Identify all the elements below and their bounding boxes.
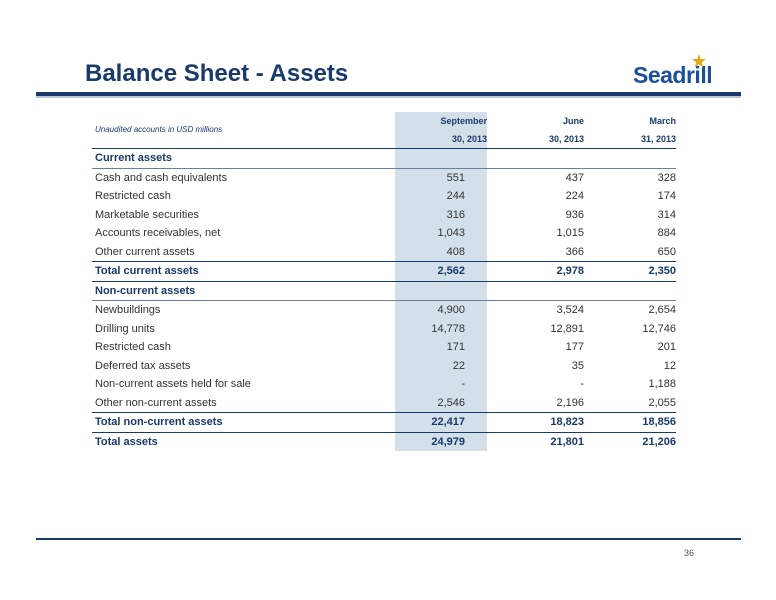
header-rule-light — [36, 96, 741, 98]
cell-march: 314 — [657, 208, 676, 221]
cell-march: 1,188 — [648, 378, 676, 391]
row-label: Newbuildings — [92, 301, 395, 320]
page-title: Balance Sheet - Assets — [85, 60, 349, 87]
cell-march — [584, 149, 676, 169]
row-label: Total current assets — [92, 262, 395, 282]
cell-march: 21,206 — [584, 432, 676, 451]
table-header-row — [92, 112, 676, 149]
table-row — [92, 206, 676, 225]
balance-sheet-table — [92, 112, 676, 451]
section-row-non-current-assets — [92, 281, 676, 301]
cell-june: 21,801 — [487, 432, 584, 451]
cell-september — [395, 149, 487, 169]
cell-june: 35 — [571, 359, 584, 372]
cell-september: 244 — [395, 187, 487, 206]
cell-june: 437 — [487, 168, 584, 187]
cell-september: 2,546 — [395, 394, 487, 413]
table-caption: Unaudited accounts in USD millions — [95, 125, 223, 134]
cell-september: 316 — [395, 206, 487, 225]
footer-rule — [36, 538, 741, 540]
logo-text: Seadrill — [633, 62, 713, 88]
cell-september: 4,900 — [395, 301, 487, 320]
table-row — [92, 168, 676, 187]
cell-september: 2,562 — [395, 262, 487, 282]
cell-june: 12,891 — [550, 322, 584, 335]
cell-march: 2,055 — [648, 396, 676, 409]
cell-september: 408 — [395, 243, 487, 262]
cell-june: 18,823 — [487, 413, 584, 433]
cell-march: 884 — [657, 227, 676, 240]
table-row — [92, 243, 676, 262]
cell-september: 171 — [395, 338, 487, 357]
row-label: Total assets — [92, 432, 395, 451]
cell-june: 3,524 — [487, 301, 584, 320]
seadrill-logo — [633, 58, 719, 92]
column-header-march: March 31, 2013 — [640, 116, 676, 144]
cell-march: 12,746 — [642, 322, 676, 335]
cell-september: 22 — [395, 357, 487, 376]
cell-march — [584, 281, 676, 301]
cell-march: 2,350 — [584, 262, 676, 282]
cell-june: - — [580, 378, 584, 391]
cell-june: 2,978 — [487, 262, 584, 282]
row-label: Other non-current assets — [95, 396, 217, 409]
cell-june: 366 — [565, 245, 584, 258]
cell-june: 2,196 — [556, 396, 584, 409]
cell-june: 177 — [565, 341, 584, 354]
row-label: Non-current assets held for sale — [95, 378, 251, 391]
table-row — [92, 224, 676, 243]
row-label: Cash and cash equivalents — [92, 168, 395, 187]
row-label: Non-current assets — [92, 281, 395, 301]
total-row-non-current-assets — [92, 413, 676, 433]
row-label: Marketable securities — [95, 208, 199, 221]
cell-june: 1,015 — [556, 227, 584, 240]
cell-march: 174 — [657, 190, 676, 203]
row-label: Restricted cash — [95, 190, 171, 203]
cell-june — [487, 149, 584, 169]
cell-march: 12 — [663, 359, 676, 372]
cell-march: 650 — [657, 245, 676, 258]
table-row — [92, 320, 676, 339]
column-header-september: September 30, 2013 — [395, 112, 487, 149]
star-icon — [692, 54, 706, 68]
row-label: Drilling units — [95, 322, 155, 335]
table-row — [92, 394, 676, 413]
column-header-june: June 30, 2013 — [548, 116, 584, 144]
cell-march: 328 — [584, 168, 676, 187]
row-label: Current assets — [92, 149, 395, 169]
row-label: Restricted cash — [95, 341, 171, 354]
cell-september: 14,778 — [395, 320, 487, 339]
row-label: Accounts receivables, net — [95, 227, 221, 240]
table-row — [92, 301, 676, 320]
total-row-current-assets — [92, 262, 676, 282]
row-label: Deferred tax assets — [95, 359, 191, 372]
total-row-assets — [92, 432, 676, 451]
cell-march: 201 — [657, 341, 676, 354]
table-row — [92, 357, 676, 376]
table-row — [92, 375, 676, 394]
cell-june: 936 — [565, 208, 584, 221]
cell-september: 22,417 — [395, 413, 487, 433]
row-label: Other current assets — [95, 245, 195, 258]
row-label: Total non-current assets — [92, 413, 395, 433]
section-row-current-assets — [92, 149, 676, 169]
cell-september — [395, 281, 487, 301]
cell-march: 2,654 — [584, 301, 676, 320]
cell-september: 551 — [395, 168, 487, 187]
cell-june — [487, 281, 584, 301]
table-row — [92, 338, 676, 357]
cell-march: 18,856 — [584, 413, 676, 433]
page-number: 36 — [683, 548, 694, 558]
cell-september: 1,043 — [395, 224, 487, 243]
cell-june: 224 — [565, 190, 584, 203]
cell-september: 24,979 — [395, 432, 487, 451]
table-row — [92, 187, 676, 206]
cell-september: - — [395, 375, 487, 394]
